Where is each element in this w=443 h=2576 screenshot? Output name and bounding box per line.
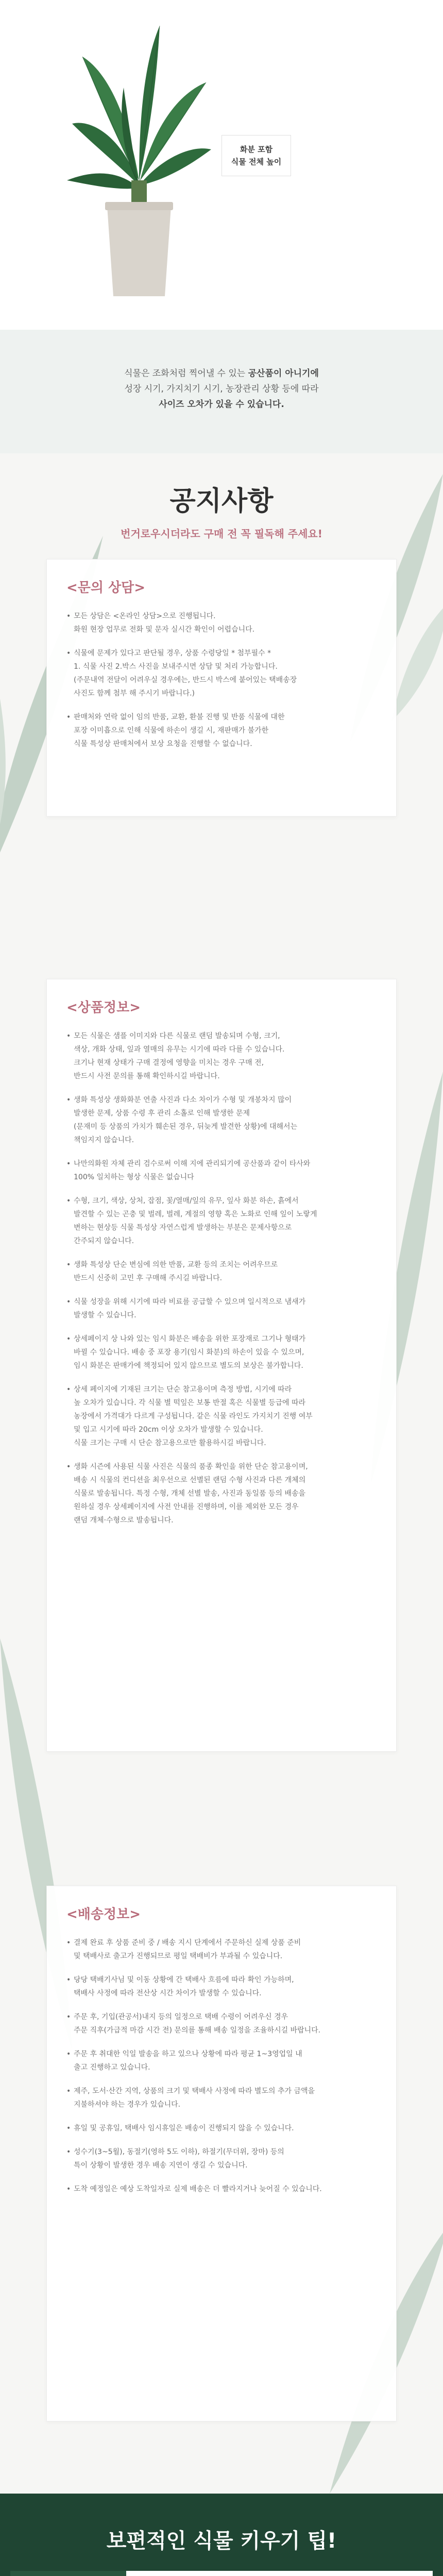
notice-title: 공지사항 bbox=[169, 486, 274, 517]
product-heading: <상품정보> bbox=[66, 1000, 141, 1015]
list-item: • 수형, 크기, 색상, 상처, 잡점, 꽃/열매/잎의 유무, 잎사 화분 하손, 흙에서 발견할 수 있는 곤충 및 벌레, 벌레, 계절의 영향 혹은 노화로 인해 잎이 노랗게 변하는 현상등 식물 특성상 자연스럽게 발생하는 부분은 문제사항으로 간주되지 않습니다. bbox=[66, 1194, 377, 1248]
list-item: • 판매처와 연락 없이 임의 반품, 교환, 환불 진행 및 반품 식물에 대한 포장 이미흡으로 인해 식물에 하손이 생길 시, 재판매가 불가한 식물 특성상 판매처에서 보상 요청을 진행할 수 없습니다. bbox=[66, 710, 377, 751]
notice-subtitle: 번거로우시더라도 구매 전 꼭 필독해 주세요! bbox=[121, 528, 322, 540]
notice-section bbox=[0, 453, 443, 2494]
list-item: • 식물 성장을 위해 시기에 따라 비료를 공급할 수 있으며 일시적으로 냄새가 발생할 수 있습니다. bbox=[66, 1295, 377, 1322]
list-item: • 결제 완료 후 상품 준비 중 / 배송 지시 단계에서 주문하신 실제 상품 준비 및 택배사로 출고가 진행되므로 평일 택배비가 부과될 수 있습니다. bbox=[66, 1936, 377, 1963]
badge-line2: 식물 전체 높이 bbox=[231, 157, 282, 166]
plant-illustration bbox=[62, 15, 216, 304]
tips-title: 보편적인 식물 키우기 팁! bbox=[106, 2529, 337, 2553]
inquiry-heading: <문의 상담> bbox=[66, 580, 146, 596]
badge-line1: 화분 포함 bbox=[240, 145, 273, 154]
list-item: • 주문 후, 기입(관공서)내지 등의 일정으로 택배 수령이 어려우신 경우 주문 직후(가급적 마감 시간 전) 문의를 통해 배송 일정을 조율하시길 바랍니다. bbox=[66, 2010, 377, 2037]
list-item: • 상세 페이지에 기재된 크기는 단순 참고용이며 측정 방법, 시기에 따라 높 오차가 있습니다. 각 식물 별 떡잎은 보통 반절 혹은 식물별 등급에 따라 농장에서 가격대가 다르게 구성됩니다. 같은 식물 라인도 가지치기 진행 여부 및 입고 시기에 따라 20cm 이상 오차가 발생할 수 있습니다. 식물 크기는 구매 시 단순 참고용으로만 활용하시길 바랍니다. bbox=[66, 1383, 377, 1450]
list-item: • 제주, 도서·산간 지역, 상품의 크기 및 택배사 사정에 따라 별도의 추가 금액을 지불하셔야 하는 경우가 있습니다. bbox=[66, 2084, 377, 2111]
delivery-info-card bbox=[46, 1886, 397, 2421]
list-item: • 당당 택배기사님 및 이동 상황에 간 택배사 흐름에 따라 확인 가능하며, 택배사 사정에 따라 전산상 시간 차이가 발생할 수 있습니다. bbox=[66, 1973, 377, 2000]
delivery-list bbox=[66, 1936, 377, 2196]
list-item: • 성수기(3~5월), 동절기(영하 5도 이하), 하절기(무더위, 장마) 등의 특이 상황이 발생한 경우 배송 지연이 생길 수 있습니다. bbox=[66, 2145, 377, 2172]
list-item: • 생화 시즌에 사용된 식물 사진은 식물의 품종 확인을 위한 단순 참고용이며, 배송 시 식물의 컨디션을 최우선으로 선별된 랜덤 수형 사진과 다른 개체의 식물로 발송됩니다. 특정 수형, 개체 선별 발송, 사진과 동일품 등의 배송을 원하실 경우 상세페이지에 사전 안내를 진행하며, 이를 제외한 모든 경우 랜덤 개체·수형으로 발송됩니다. bbox=[66, 1460, 377, 1527]
intro-line3: 사이즈 오차가 있을 수 있습니다. bbox=[159, 399, 284, 410]
list-item: • 식물에 문제가 있다고 판단될 경우, 상품 수령당일 * 첨부필수 * 1. 식물 사진 2.박스 사진을 보내주시면 상담 및 처리 가능합니다. (주문내역 전달이 어려우실 경우에는, 반드시 박스에 붙어있는 택배송장 사진도 함께 첨부 해 주시기 바랍니다.) bbox=[66, 647, 377, 700]
list-item: • 생화 특성상 생화화분 연출 사진과 다소 차이가 수형 및 개봉차지 많이 발생한 문제, 상품 수령 후 관리 소홀로 인해 발생한 문제 (문재미 등 상품의 가치가 훼손된 경우, 뒤늦게 발견한 상황)에 대해서는 책임지지 않습니다. bbox=[66, 1093, 377, 1147]
delivery-heading: <배송정보> bbox=[66, 1907, 141, 1922]
list-item: • 주문 후 취대한 익일 발송을 하고 있으나 상황에 따라 평균 1~3영업일 내 출고 진행하고 있습니다. bbox=[66, 2047, 377, 2074]
size-disclaimer bbox=[0, 330, 443, 412]
inquiry-card bbox=[46, 559, 397, 817]
plant-tips-section bbox=[0, 2494, 443, 2576]
intro-line1-bold: 공산품이 아니기에 bbox=[248, 368, 319, 379]
tip-water-label-panel bbox=[10, 2571, 126, 2576]
list-item: • 나만의화원 자체 관리 검수로써 이해 지에 관리되기에 공산품과 같이 타사와 100% 일치하는 형상 식물은 없습니다 bbox=[66, 1157, 377, 1184]
product-info-card bbox=[46, 979, 397, 1752]
list-item: • 상세페이지 상 나와 있는 임시 화분은 배송을 위한 포장재로 그기나 형태가 바뀔 수 있습니다. 배송 중 포장 용기(임시 화분)의 하손이 있을 수 있으며, 임시 화분은 판매가에 책정되어 있지 않으므로 별도의 보상은 불가합니다. bbox=[66, 1332, 377, 1372]
intro-line1-pre: 식물은 조화처럼 찍어낼 수 있는 bbox=[124, 368, 248, 379]
intro-line2: 성장 시기, 가지치기 시기, 농장관리 상황 등에 따라 bbox=[124, 384, 319, 394]
product-list bbox=[66, 1029, 377, 1527]
list-item: • 도착 예정일은 예상 도착일자로 실제 배송은 더 빨라지거나 늦어질 수 있습니다. bbox=[66, 2182, 377, 2196]
tip-water bbox=[10, 2571, 433, 2576]
inquiry-list bbox=[66, 609, 377, 751]
hero-section bbox=[0, 0, 443, 330]
height-badge bbox=[222, 135, 291, 176]
list-item: • 모든 식물은 샘플 이미지와 다른 식물로 랜덤 발송되며 수형, 크기, 색상, 개화 상태, 잎과 열매의 유무는 시기에 따라 다를 수 있습니다. 크기나 현재 상태가 구매 결정에 영향을 미치는 경우 구매 전, 반드시 사전 문의를 통해 확인하시길 바랍니다. bbox=[66, 1029, 377, 1083]
list-item: • 휴일 및 공휴일, 택배사 임시휴일은 배송이 진행되지 않을 수 있습니다. bbox=[66, 2122, 377, 2135]
list-item: • 모든 상담은 <온라인 상담>으로 진행됩니다. 화원 현장 업무로 전화 및 문자 실시간 확인이 어렵습니다. bbox=[66, 609, 377, 636]
list-item: • 생화 특성상 단순 변심에 의한 반품, 교환 등의 조치는 어려우므로 반드시 신중히 고민 후 구매해 주시길 바랍니다. bbox=[66, 1258, 377, 1285]
